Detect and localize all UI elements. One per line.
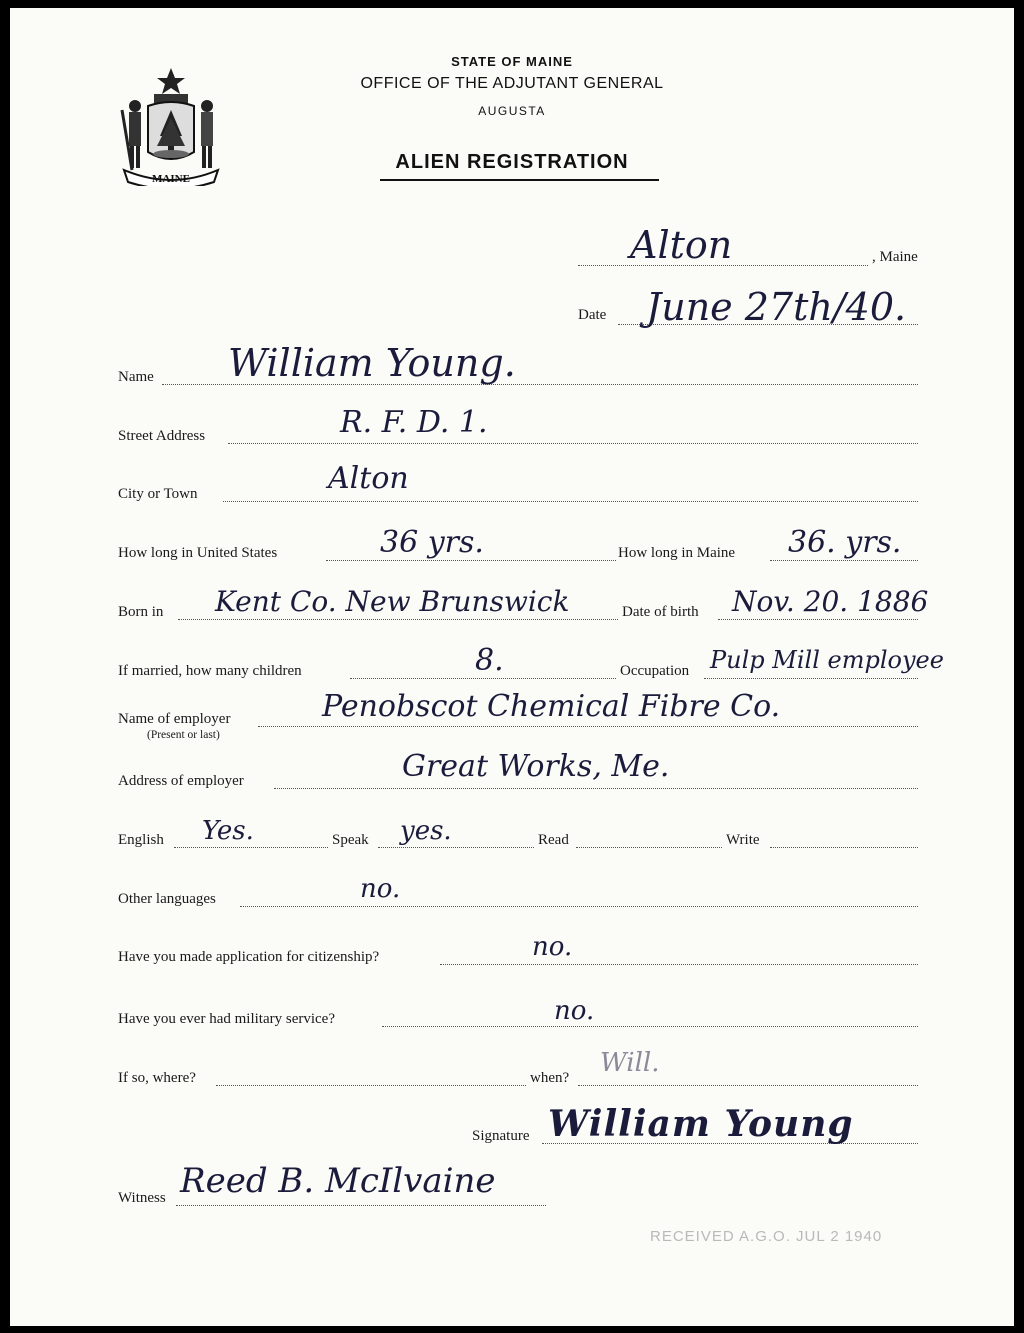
date-label: Date: [578, 307, 607, 323]
citizenship-label: Have you made application for citizenship?: [118, 949, 380, 965]
children-label: If married, how many children: [118, 663, 302, 679]
employer-name-value: Penobscot Chemical Fibre Co.: [322, 689, 781, 724]
header-state: STATE OF MAINE: [451, 54, 573, 69]
other-languages-label: Other languages: [118, 891, 216, 907]
maine-label: , Maine: [872, 249, 918, 265]
how-long-us-value: 36 yrs.: [380, 525, 484, 560]
other-languages-value: no.: [360, 874, 401, 904]
header-office: OFFICE OF THE ADJUTANT GENERAL: [360, 75, 664, 92]
witness-label: Witness: [118, 1190, 166, 1206]
citizenship-value: no.: [532, 932, 573, 962]
seal-text: MAINE: [152, 173, 190, 185]
city-value: Alton: [328, 461, 409, 496]
city-label: City or Town: [118, 486, 198, 502]
title-underline: [380, 179, 659, 181]
english-value: Yes.: [202, 816, 254, 846]
how-long-us-label: How long in United States: [118, 545, 278, 561]
military-label: Have you ever had military service?: [118, 1011, 335, 1027]
how-long-maine-value: 36. yrs.: [788, 525, 902, 560]
read-label: Read: [538, 832, 569, 848]
name-value: William Young.: [228, 341, 516, 385]
speak-label: Speak: [332, 832, 369, 848]
children-value: 8.: [475, 643, 504, 678]
occupation-value: Pulp Mill employee: [710, 646, 944, 674]
date-value: June 27th/40.: [646, 285, 907, 329]
date-of-birth-value: Nov. 20. 1886: [732, 585, 929, 618]
name-label: Name: [118, 369, 154, 385]
how-long-maine-label: How long in Maine: [618, 545, 736, 561]
employer-address-label: Address of employer: [118, 773, 244, 789]
occupation-label: Occupation: [620, 663, 690, 679]
employer-name-note: (Present or last): [147, 729, 220, 741]
employer-name-label: Name of employer: [118, 711, 231, 727]
received-stamp: RECEIVED A.G.O. JUL 2 1940: [650, 1228, 883, 1245]
date-of-birth-label: Date of birth: [622, 604, 699, 620]
write-label: Write: [726, 832, 760, 848]
form-title: ALIEN REGISTRATION: [395, 151, 629, 173]
born-in-label: Born in: [118, 604, 164, 620]
born-in-value: Kent Co. New Brunswick: [215, 585, 570, 618]
witness-value: Reed B. McIlvaine: [180, 1161, 496, 1201]
english-label: English: [118, 832, 164, 848]
town-value: Alton: [630, 223, 733, 267]
signature-label: Signature: [472, 1128, 530, 1144]
street-address-value: R. F. D. 1.: [340, 405, 488, 440]
military-value: no.: [554, 996, 595, 1026]
when-label: when?: [530, 1070, 570, 1086]
alien-registration-form: [10, 8, 1014, 1326]
street-address-label: Street Address: [118, 428, 206, 444]
header-city: AUGUSTA: [478, 104, 546, 118]
if-so-where-label: If so, where?: [118, 1070, 196, 1086]
signature-value: William Young: [548, 1103, 854, 1145]
when-value: Will.: [600, 1048, 660, 1078]
employer-address-value: Great Works, Me.: [402, 749, 670, 784]
speak-value: yes.: [400, 816, 452, 846]
